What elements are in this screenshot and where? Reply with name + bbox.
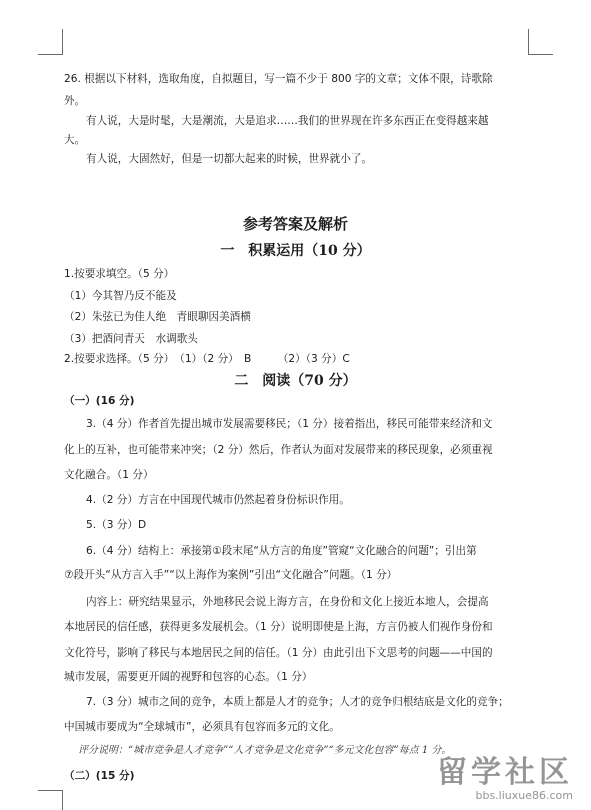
- part2-heading: 二 阅读（70 分）: [234, 373, 357, 389]
- part1-line: （3）把酒问青天 水调歌头: [64, 333, 198, 345]
- crop-mark-bottom-left-horizontal: [38, 790, 63, 791]
- crop-mark-top-right-vertical: [528, 29, 529, 55]
- answer-line: 内容上：研究结果显示，外地移民会说上海方言，在身份和文化上接近本地人，会提高: [86, 596, 489, 608]
- answer-line: 文化融合。（1 分）: [64, 469, 154, 481]
- watermark-logo: [437, 757, 573, 802]
- material-paragraph-2: 有人说，大固然好，但是一切都大起来的时候，世界就小了。: [86, 153, 373, 165]
- material-paragraph-1: 有人说，大是时髦，大是潮流，大是追求……我们的世界现在许多东西正在变得越来越: [86, 115, 489, 127]
- answer-line: 中国城市要成为“全球城市”，必须具有包容而多元的文化。: [64, 721, 340, 733]
- part1-line: 1.按要求填空。（5 分）: [64, 268, 175, 280]
- watermark-url: bbs.liuxue86.com: [475, 789, 573, 802]
- question-26-line-wrap: 外。: [64, 95, 86, 107]
- answer-line: 文化符号，影响了移民与本地居民之间的信任。（1 分）由此引出下文思考的问题——中国的: [64, 647, 493, 659]
- crop-mark-bottom-left-vertical: [62, 790, 63, 810]
- question-26-line: 26. 根据以下材料，选取角度，自拟题目，写一篇不少于 800 字的文章；文体不限，诗歌除: [64, 73, 493, 85]
- crop-mark-top-right-horizontal: [528, 54, 553, 55]
- material-paragraph-1-wrap: 大。: [64, 134, 86, 146]
- section1-label: （一）(16 分): [64, 395, 135, 407]
- answer-line: ⑦段开头“从方言入手”“以上海作为案例”引出“文化融合”问题。（1 分）: [64, 569, 398, 581]
- answer-line: 4.（2 分）方言在中国现代城市仍然起着身份标识作用。: [86, 494, 350, 506]
- answer-line: 5.（3 分）D: [86, 519, 147, 531]
- part1-line: （2）朱弦已为佳人绝 青眼聊因美酒横: [64, 311, 251, 323]
- part1-line: 2.按要求选择。（5 分） （1）（2 分） B （2）（3 分）C: [64, 353, 350, 365]
- part1-heading: 一 积累运用（10 分）: [220, 243, 371, 259]
- crop-mark-top-left-horizontal: [38, 54, 63, 55]
- section2-label: （二）(15 分): [64, 770, 135, 782]
- answer-line: 本地居民的信任感，获得更多发展机会。（1 分）说明即使是上海，方言仍被人们视作身份和: [64, 621, 493, 633]
- crop-mark-top-left-vertical: [62, 29, 63, 55]
- answer-line: 3.（4 分）作者首先提出城市发展需要移民；（1 分）接着指出，移民可能带来经济和文: [86, 418, 493, 430]
- watermark-title: 留学社区: [437, 755, 573, 790]
- scoring-note: 评分说明：“城市竞争是人才竞争”“人才竞争是文化竞争”“多元文化包容”每点 1 分。: [78, 745, 452, 756]
- answer-line: 6.（4 分）结构上：承接第①段末尾“从方言的角度”管窥“文化融合的问题”；引出第: [86, 545, 477, 557]
- answer-line: 化上的互补，也可能带来冲突；（2 分）然后，作者认为面对发展带来的移民现象，必须重视: [64, 444, 493, 456]
- answer-line: 7.（3 分）城市之间的竞争，本质上都是人才的竞争；人才的竞争归根结底是文化的竞争；: [86, 696, 509, 708]
- part1-line: （1）今其智乃反不能及: [64, 290, 177, 302]
- answer-line: 城市发展，需要更开阔的视野和包容的心态。（1 分）: [64, 671, 313, 683]
- answer-key-title: 参考答案及解析: [242, 215, 348, 233]
